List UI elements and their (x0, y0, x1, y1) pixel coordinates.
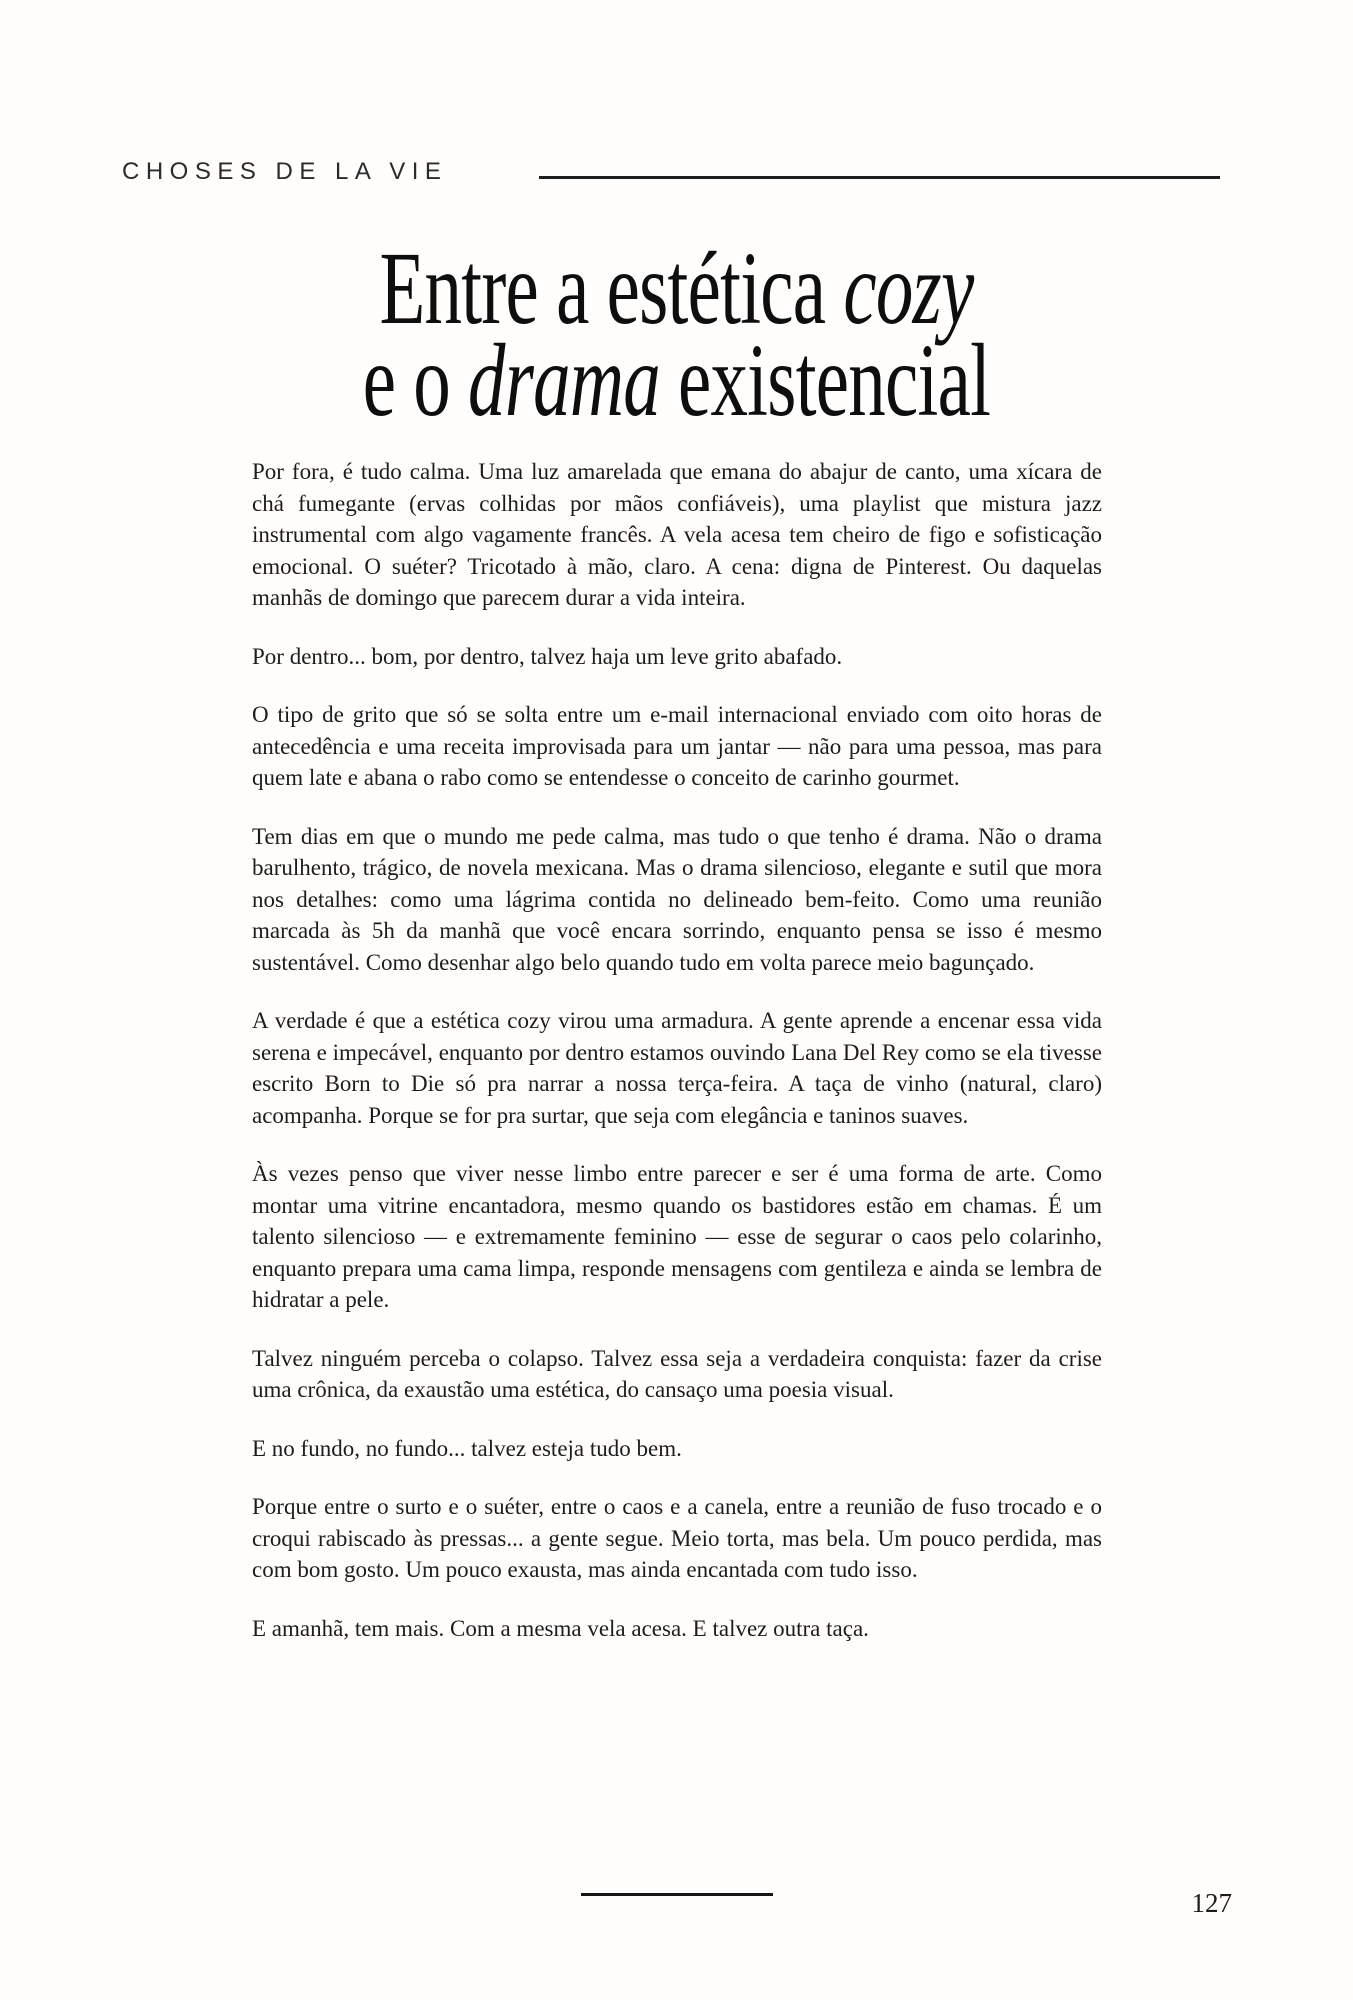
article-paragraph: O tipo de grito que só se solta entre um e-mail internacional enviado com oito horas de antecedência e uma receita improvisada para um jantar — não para uma pessoa, mas para quem late e abana o rabo como se entendesse o conceito de carinho gourmet. (252, 702, 1102, 790)
article-paragraph: A verdade é que a estética cozy virou uma armadura. A gente aprende a encenar essa vida serena e impecável, enquanto por dentro estamos ouvindo Lana Del Rey como se ela tivesse escrito Born to Die só pra narrar a nossa terça-feira. A taça de vinho (natural, claro) acompanha. Porque se for pra surtar, que seja com elegância e taninos suaves. (252, 1008, 1102, 1128)
article-paragraph: Talvez ninguém perceba o colapso. Talvez essa seja a verdadeira conquista: fazer da crise uma crônica, da exaustão uma estética, do cansaço uma poesia visual. (252, 1345, 1102, 1402)
title-line-2 (189, 323, 1163, 438)
title-text: existencial (659, 323, 991, 438)
footer-rule (581, 1893, 773, 1896)
article-title (0, 231, 1353, 438)
article-paragraph: Às vezes penso que viver nesse limbo entre parecer e ser é uma forma de arte. Como montar uma vitrine encantadora, mesmo quando os bastidores estão em chamas. É um talento silencioso — e extremamente feminino — esse de segurar o caos pelo colarinho, enquanto prepara uma cama limpa, responde mensagens com gentileza e ainda se lembra de hidratar a pele. (252, 1161, 1102, 1312)
title-text: e o (362, 323, 469, 438)
article-paragraph: Porque entre o surto e o suéter, entre o caos e a canela, entre a reunião de fuso trocado e o croqui rabiscado às pressas... a gente segue. Meio torta, mas bela. Um pouco perdida, mas com bom gosto. Um pouco exausta, mas ainda encantada com tudo isso. (252, 1494, 1102, 1582)
article-paragraph: E amanhã, tem mais. Com a mesma vela acesa. E talvez outra taça. (252, 1615, 869, 1641)
article-paragraph: E no fundo, no fundo... talvez esteja tudo bem. (252, 1435, 682, 1461)
title-italic-word: cozy (843, 231, 974, 346)
article-paragraph: Por dentro... bom, por dentro, talvez haja um leve grito abafado. (252, 643, 843, 669)
title-text: Entre a estética (379, 231, 844, 346)
title-line-1 (189, 231, 1163, 346)
page-number: 127 (1191, 1888, 1232, 1918)
article-paragraph: Por fora, é tudo calma. Uma luz amarelada que emana do abajur de canto, uma xícara de chá fumegante (ervas colhidas por mãos confiáveis), uma playlist que mistura jazz instrumental com algo vagamente francês. A vela acesa tem cheiro de figo e sofisticação emocional. O suéter? Tricotado à mão, claro. A cena: digna de Pinterest. Ou daquelas manhãs de domingo que parecem durar a vida inteira. (252, 459, 1102, 610)
section-kicker: CHOSES DE LA VIE (122, 158, 448, 185)
article-body (252, 456, 1102, 1644)
article-paragraph: Tem dias em que o mundo me pede calma, mas tudo o que tenho é drama. Não o drama barulhento, trágico, de novela mexicana. Mas o drama silencioso, elegante e sutil que mora nos detalhes: como uma lágrima contida no delineado bem-feito. Como uma reunião marcada às 5h da manhã que você encara sorrindo, enquanto pensa se isso é mesmo sustentável. Como desenhar algo belo quando tudo em volta parece meio bagunçado. (252, 823, 1102, 975)
header-rule (539, 176, 1220, 179)
title-italic-word: drama (468, 323, 660, 438)
